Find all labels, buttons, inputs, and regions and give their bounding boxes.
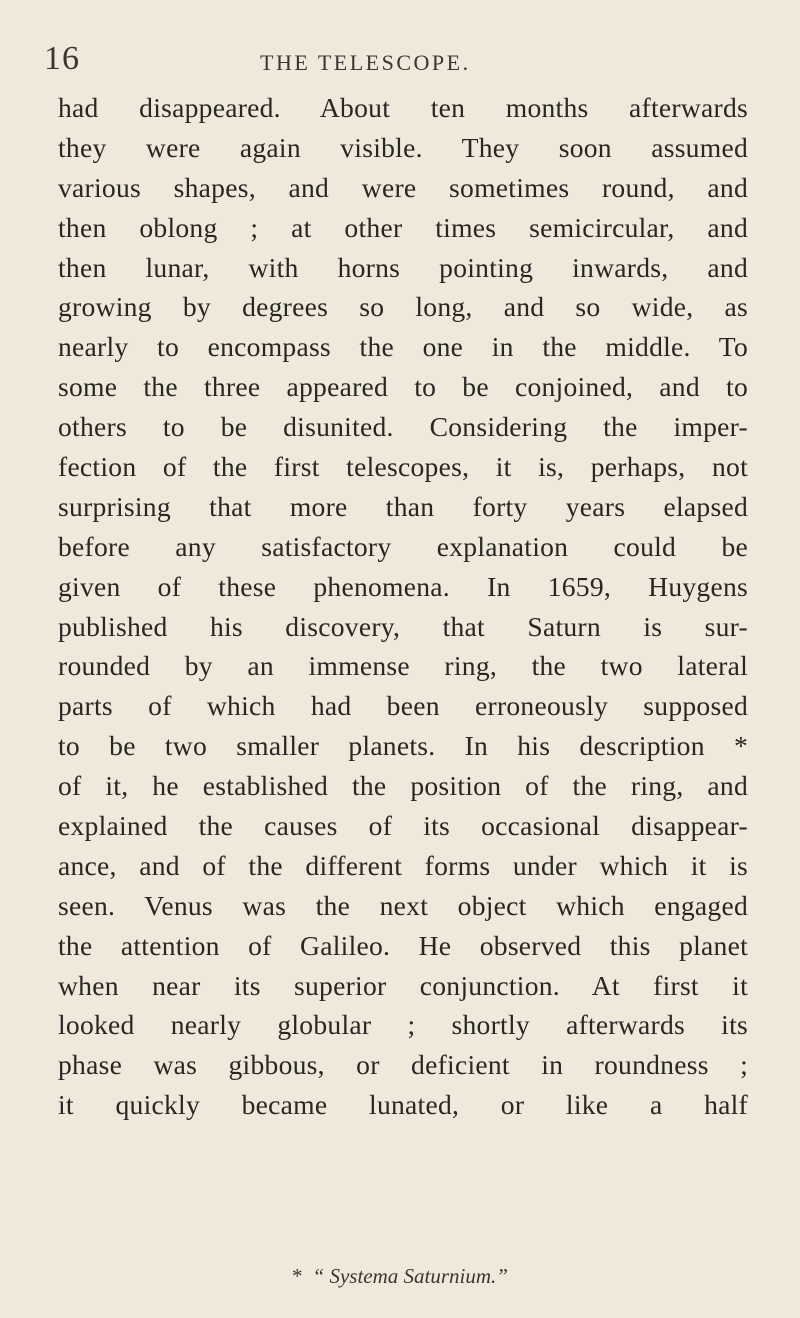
text-line: published his discovery, that Saturn is sur- (58, 610, 748, 642)
text-line: surprising that more than forty years elapsed (58, 490, 748, 522)
text-line: when near its superior conjunction. At first it (58, 969, 748, 1001)
footnote-marker: * (292, 1264, 303, 1288)
text-line: the attention of Galileo. He observed this planet (58, 929, 748, 961)
text-line: of it, he established the position of the ring, and (58, 770, 748, 802)
text-line: parts of which had been erroneously supposed (58, 690, 748, 722)
text-line: given of these phenomena. In 1659, Huygens (58, 570, 748, 602)
text-line: it quickly became lunated, or like a half (58, 1089, 748, 1121)
text-line: nearly to encompass the one in the middle. To (58, 331, 748, 363)
page-header (44, 40, 744, 86)
text-line: to be two smaller planets. In his description * (58, 730, 748, 762)
text-line: some the three appeared to be conjoined, and to (58, 371, 748, 403)
running-head: THE TELESCOPE. (260, 50, 471, 75)
footnote-text: “ Systema Saturnium.” (312, 1264, 508, 1288)
text-line: had disappeared. About ten months afterwards (58, 92, 748, 123)
body-text (58, 88, 748, 1125)
text-line: rounded by an immense ring, the two lateral (58, 650, 748, 682)
page-number: 16 (44, 40, 80, 77)
text-line: various shapes, and were sometimes round, and (58, 171, 748, 203)
text-line: phase was gibbous, or deficient in roundness ; (58, 1049, 748, 1081)
text-line: they were again visible. They soon assumed (58, 131, 748, 163)
text-line: looked nearly globular ; shortly afterwards its (58, 1009, 748, 1041)
text-line: then oblong ; at other times semicircular, and (58, 211, 748, 243)
text-line: before any satisfactory explanation could be (58, 530, 748, 562)
text-line: seen. Venus was the next object which engaged (58, 889, 748, 921)
footnote (0, 1264, 800, 1289)
text-line: others to be disunited. Considering the imper- (58, 411, 748, 443)
text-line: fection of the first telescopes, it is, perhaps, not (58, 451, 748, 483)
text-line: ance, and of the different forms under which it is (58, 849, 748, 881)
text-line: explained the causes of its occasional disappear- (58, 810, 748, 842)
text-line: growing by degrees so long, and so wide, as (58, 291, 748, 323)
text-line: then lunar, with horns pointing inwards, and (58, 251, 748, 283)
